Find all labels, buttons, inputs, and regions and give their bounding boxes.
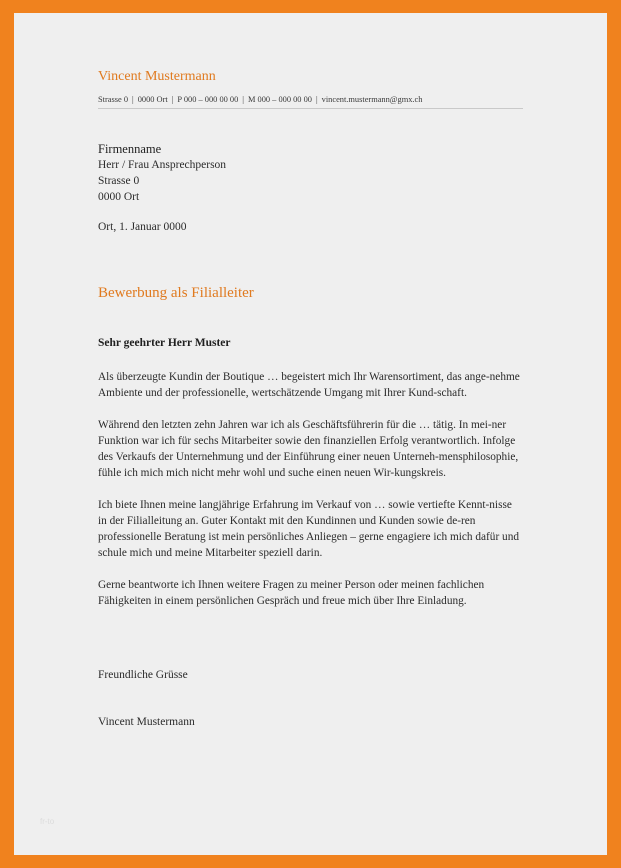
body-paragraph: Während den letzten zehn Jahren war ich als Geschäftsführerin für die … tätig. In mei-ner Funktion war ich für sechs Mitarbeiter sowie den finanziellen Erfolg verantwortlich. Infolge des Verkaufs der Unternehmung und der Einführung einer neuen Unterneh-mensphilosophie, fühle ich mich mich nicht mehr wohl und suche einen neuen Wir-kungskreis. <box>98 419 519 479</box>
sender-name: Vincent Mustermann <box>98 69 216 84</box>
body-paragraph: Gerne beantworte ich Ihnen weitere Fragen zu meiner Person oder meinen fachlichen Fähigkeiten in einem persönlichen Gespräch und freue mich über Ihre Einladung. <box>98 579 485 607</box>
separator: | <box>132 95 134 104</box>
letter-date: Ort, 1. Januar 0000 <box>98 221 187 233</box>
sender-contact-line <box>98 95 422 104</box>
sender-email: vincent.mustermann@gmx.ch <box>321 95 423 104</box>
signature-name: Vincent Mustermann <box>98 716 195 728</box>
sender-phone: P 000 – 000 00 00 <box>177 95 239 104</box>
recipient-address <box>98 141 226 205</box>
recipient-street: Strasse 0 <box>98 175 140 187</box>
separator: | <box>315 95 318 104</box>
letter-body <box>98 369 523 625</box>
sender-city: 0000 Ort <box>137 95 168 104</box>
salutation: Sehr geehrter Herr Muster <box>98 337 231 349</box>
letter-subject: Bewerbung als Filialleiter <box>98 285 254 301</box>
watermark: fr-to <box>40 817 55 826</box>
recipient-city: 0000 Ort <box>98 191 140 203</box>
sender-mobile: M 000 – 000 00 00 <box>247 95 312 104</box>
sender-street: Strasse 0 <box>98 95 129 104</box>
separator: | <box>242 95 244 104</box>
body-paragraph: Als überzeugte Kundin der Boutique … begeistert mich Ihr Warensortiment, das ange-nehme Ambiente und der professionelle, wertschätzende Umgang mit Ihrer Kund-schaft. <box>98 371 520 399</box>
recipient-company: Firmenname <box>98 142 162 156</box>
closing: Freundliche Grüsse <box>98 669 188 681</box>
header-divider <box>98 108 523 109</box>
body-paragraph: Ich biete Ihnen meine langjährige Erfahrung im Verkauf von … sowie vertiefte Kennt-nisse in der Filialleitung an. Guter Kontakt mit den Kundinnen und Kunden sowie de-ren professionelle Beratung ist mein persönliches Anliegen – gerne engagiere ich mich dafür und schule mich und meine Mitarbeiter speziell darin. <box>98 499 519 559</box>
recipient-person: Herr / Frau Ansprechperson <box>98 159 227 171</box>
letter-page <box>14 13 607 855</box>
separator: | <box>171 95 174 104</box>
